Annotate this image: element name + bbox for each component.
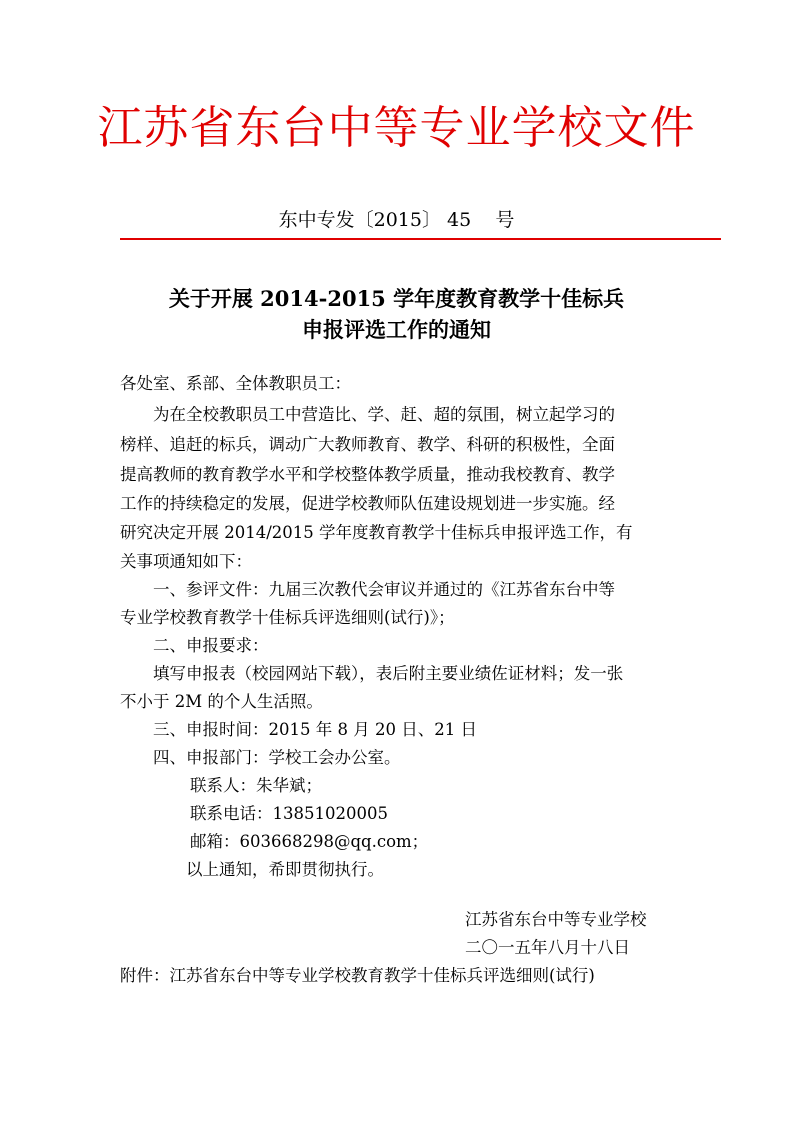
issuer-title: 江苏省东台中等专业学校文件 [97,101,696,154]
issuing-organization: 江苏省东台中等专业学校 [465,910,647,929]
item-2-line2: 不小于 2M 的个人生活照。 [120,692,323,711]
item-1-line2: 专业学校教育教学十佳标兵评选细则(试行)》； [120,608,455,627]
paragraph-line: 榜样、追赶的标兵，调动广大教师教育、教学、科研的积极性，全面 [120,435,615,454]
paragraph-line: 关事项通知如下： [120,552,252,571]
contact-person: 联系人：朱华斌； [190,776,322,795]
contact-phone: 联系电话：13851020005 [190,804,388,823]
paragraph-line: 工作的持续稳定的发展，促进学校教师队伍建设规划进一步实施。经 [120,494,615,513]
contact-email: 邮箱：603668298@qq.com； [190,832,429,851]
notice-title-line2: 申报评选工作的通知 [302,317,491,342]
paragraph-line: 研究决定开展 2014/2015 学年度教育教学十佳标兵申报评选工作，有 [120,523,633,542]
paragraph-line: 提高教师的教育教学水平和学校整体教学质量，推动我校教育、教学 [120,465,615,484]
salutation: 各处室、系部、全体教职员工： [120,374,351,393]
item-3: 三、申报时间：2015 年 8 月 20 日、21 日 [153,720,477,739]
issue-date: 二〇一五年八月十八日 [465,938,630,957]
red-divider-line [120,238,721,240]
paragraph-line: 为在全校教职员工中营造比、学、赶、超的氛围，树立起学习的 [153,405,615,424]
item-4: 四、申报部门：学校工会办公室。 [153,748,401,767]
closing-line: 以上通知，希即贯彻执行。 [186,860,384,879]
attachment-note: 附件：江苏省东台中等专业学校教育教学十佳标兵评选细则(试行) [120,966,595,985]
item-1-line1: 一、参评文件：九届三次教代会审议并通过的《江苏省东台中等 [153,580,615,599]
item-2-heading: 二、申报要求： [153,636,269,655]
item-2-line1: 填写申报表（校园网站下载），表后附主要业绩佐证材料；发一张 [153,664,624,683]
notice-title-line1: 关于开展 2014-2015 学年度教育教学十佳标兵 [168,286,625,311]
document-number: 东中专发〔2015〕 45 号 [278,209,515,231]
